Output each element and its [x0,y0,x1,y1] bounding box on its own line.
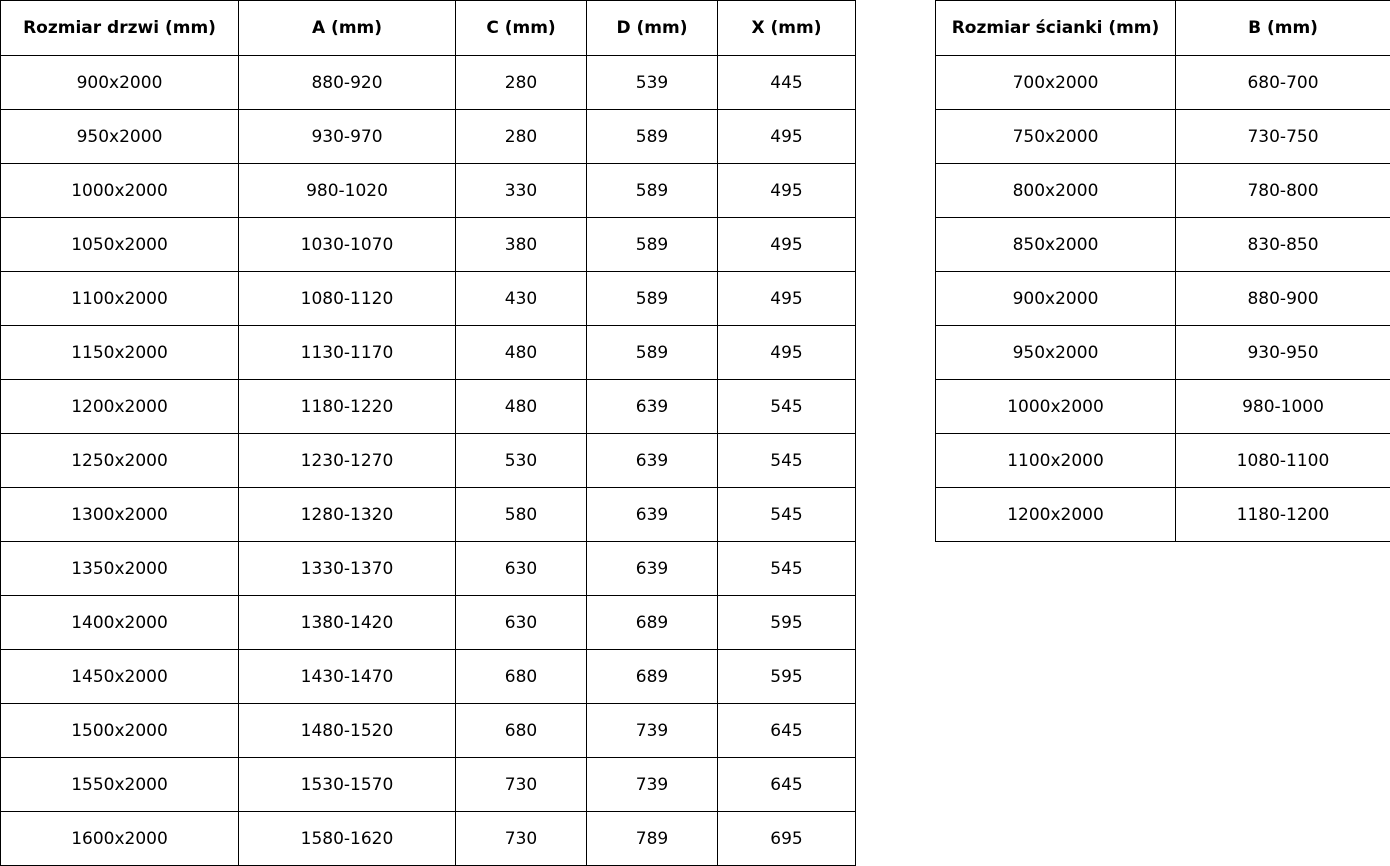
cell-b: 980-1000 [1176,380,1390,434]
doors-table-header [1,1,856,56]
table-row [936,380,1390,434]
cell-x: 695 [718,812,856,866]
table-row [1,812,856,866]
cell-x: 495 [718,272,856,326]
cell-door-size: 1400x2000 [1,596,239,650]
cell-door-size: 1050x2000 [1,218,239,272]
column-header-d: D (mm) [587,1,718,56]
cell-wall-size: 850x2000 [936,218,1176,272]
cell-c: 680 [456,704,587,758]
cell-a: 1530-1570 [239,758,456,812]
cell-b: 830-850 [1176,218,1390,272]
column-header-b: B (mm) [1176,1,1390,56]
table-row [936,110,1390,164]
table-row [1,434,856,488]
cell-a: 1030-1070 [239,218,456,272]
cell-a: 880-920 [239,56,456,110]
cell-b: 1080-1100 [1176,434,1390,488]
column-header-a: A (mm) [239,1,456,56]
cell-c: 480 [456,380,587,434]
cell-door-size: 1600x2000 [1,812,239,866]
cell-x: 495 [718,110,856,164]
table-row [1,758,856,812]
table-row [1,488,856,542]
cell-c: 630 [456,596,587,650]
cell-b: 1180-1200 [1176,488,1390,542]
cell-b: 780-800 [1176,164,1390,218]
cell-door-size: 1450x2000 [1,650,239,704]
cell-x: 595 [718,650,856,704]
cell-wall-size: 1200x2000 [936,488,1176,542]
cell-c: 530 [456,434,587,488]
cell-a: 980-1020 [239,164,456,218]
cell-x: 545 [718,542,856,596]
cell-c: 280 [456,56,587,110]
cell-a: 930-970 [239,110,456,164]
cell-a: 1230-1270 [239,434,456,488]
cell-x: 595 [718,596,856,650]
cell-a: 1380-1420 [239,596,456,650]
cell-wall-size: 950x2000 [936,326,1176,380]
cell-a: 1130-1170 [239,326,456,380]
cell-c: 480 [456,326,587,380]
cell-c: 730 [456,812,587,866]
cell-wall-size: 700x2000 [936,56,1176,110]
cell-wall-size: 750x2000 [936,110,1176,164]
cell-x: 645 [718,704,856,758]
table-row [936,164,1390,218]
cell-a: 1280-1320 [239,488,456,542]
cell-x: 495 [718,164,856,218]
cell-wall-size: 1100x2000 [936,434,1176,488]
cell-c: 580 [456,488,587,542]
cell-d: 589 [587,110,718,164]
column-header-c: C (mm) [456,1,587,56]
table-row [936,218,1390,272]
cell-door-size: 1100x2000 [1,272,239,326]
table-row [1,218,856,272]
column-header-wall-size: Rozmiar ścianki (mm) [936,1,1176,56]
cell-a: 1430-1470 [239,650,456,704]
cell-c: 330 [456,164,587,218]
cell-c: 680 [456,650,587,704]
cell-door-size: 1250x2000 [1,434,239,488]
table-header-row [936,1,1390,56]
cell-b: 680-700 [1176,56,1390,110]
cell-c: 280 [456,110,587,164]
table-row [1,380,856,434]
table-row [1,650,856,704]
cell-d: 689 [587,596,718,650]
cell-door-size: 1200x2000 [1,380,239,434]
table-row [936,272,1390,326]
cell-x: 545 [718,488,856,542]
cell-a: 1480-1520 [239,704,456,758]
table-row [1,164,856,218]
table-row [936,488,1390,542]
table-row [936,326,1390,380]
cell-x: 545 [718,380,856,434]
table-row [1,56,856,110]
cell-d: 589 [587,326,718,380]
cell-d: 739 [587,704,718,758]
cell-d: 589 [587,218,718,272]
cell-d: 539 [587,56,718,110]
cell-wall-size: 1000x2000 [936,380,1176,434]
cell-d: 689 [587,650,718,704]
cell-a: 1330-1370 [239,542,456,596]
cell-c: 730 [456,758,587,812]
cell-c: 430 [456,272,587,326]
table-row [1,110,856,164]
cell-wall-size: 900x2000 [936,272,1176,326]
table-row [1,596,856,650]
column-header-x: X (mm) [718,1,856,56]
cell-door-size: 1300x2000 [1,488,239,542]
wall-table-header [936,1,1390,56]
cell-door-size: 1000x2000 [1,164,239,218]
table-row [1,542,856,596]
doors-table-body [1,56,856,866]
table-header-row [1,1,856,56]
cell-d: 739 [587,758,718,812]
cell-c: 380 [456,218,587,272]
table-row [936,56,1390,110]
column-header-door-size: Rozmiar drzwi (mm) [1,1,239,56]
cell-x: 445 [718,56,856,110]
table-row [936,434,1390,488]
cell-a: 1180-1220 [239,380,456,434]
wall-dimensions-table [935,0,1390,542]
cell-c: 630 [456,542,587,596]
cell-wall-size: 800x2000 [936,164,1176,218]
cell-d: 589 [587,164,718,218]
cell-door-size: 1350x2000 [1,542,239,596]
cell-door-size: 1150x2000 [1,326,239,380]
cell-door-size: 900x2000 [1,56,239,110]
cell-a: 1580-1620 [239,812,456,866]
cell-b: 730-750 [1176,110,1390,164]
cell-d: 639 [587,434,718,488]
cell-d: 789 [587,812,718,866]
cell-door-size: 1550x2000 [1,758,239,812]
cell-d: 639 [587,488,718,542]
table-row [1,326,856,380]
cell-b: 930-950 [1176,326,1390,380]
cell-door-size: 950x2000 [1,110,239,164]
wall-table-body [936,56,1390,542]
cell-d: 639 [587,542,718,596]
cell-x: 495 [718,218,856,272]
cell-door-size: 1500x2000 [1,704,239,758]
cell-d: 589 [587,272,718,326]
cell-x: 495 [718,326,856,380]
cell-x: 545 [718,434,856,488]
cell-b: 880-900 [1176,272,1390,326]
table-row [1,272,856,326]
cell-d: 639 [587,380,718,434]
table-row [1,704,856,758]
cell-a: 1080-1120 [239,272,456,326]
cell-x: 645 [718,758,856,812]
